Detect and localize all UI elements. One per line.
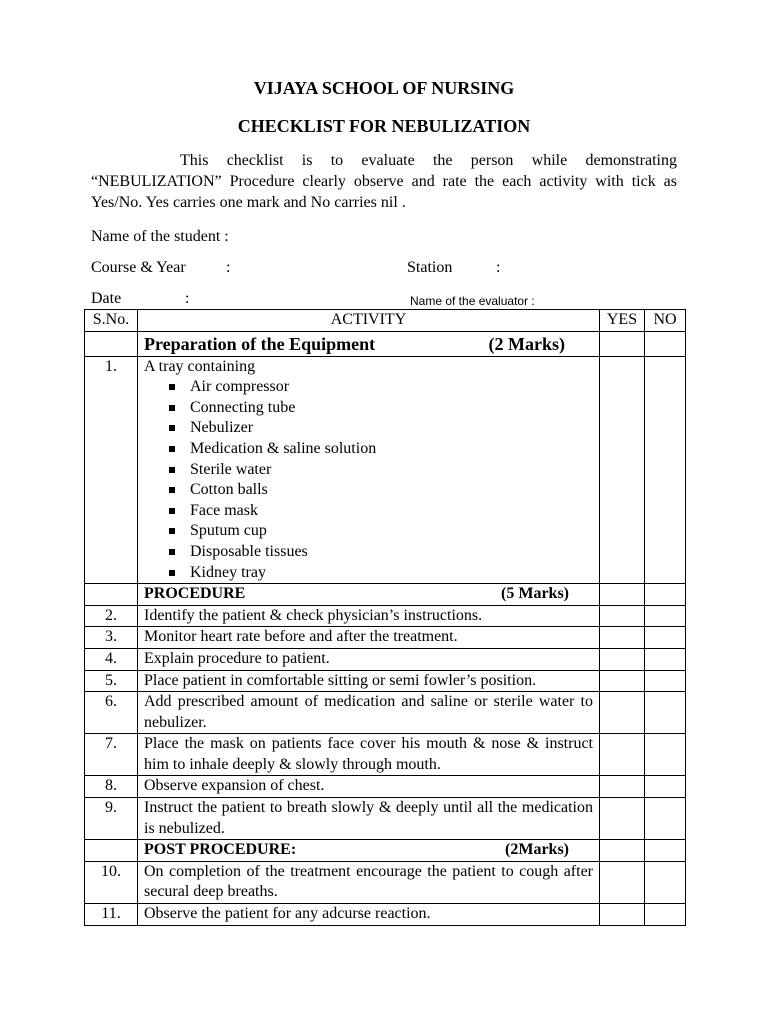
yes-cell[interactable] [600,904,645,926]
yes-cell[interactable] [600,331,645,356]
course-year-colon: : [226,259,231,276]
section-marks: (5 Marks) [501,585,569,603]
evaluator-label: Name of the evaluator : [410,294,535,308]
section-marks: (2Marks) [505,841,569,859]
row-activity: Observe the patient for any adcurse reaction. [138,904,600,926]
date-colon: : [185,290,190,307]
header-no: NO [645,310,686,332]
list-item: Disposable tissues [164,542,593,563]
row-activity: Instruct the patient to breath slowly & deeply until all the medication is nebulized. [138,798,600,840]
empty-cell [85,331,138,356]
row-activity [138,356,600,584]
row-sno: 5. [85,670,138,692]
row-sno: 9. [85,798,138,840]
section-cell [138,331,600,356]
section-marks: (2 Marks) [488,333,565,354]
no-cell[interactable] [645,776,686,798]
section-row-procedure [85,584,686,606]
row-activity: Explain procedure to patient. [138,648,600,670]
list-item: Connecting tube [164,398,593,419]
no-cell[interactable] [645,861,686,903]
empty-cell [85,584,138,606]
no-cell[interactable] [645,356,686,584]
yes-cell[interactable] [600,734,645,776]
section-heading-preparation [144,332,593,356]
section-heading-post-procedure [144,840,593,861]
list-item: Sterile water [164,460,593,481]
row-activity: Observe expansion of chest. [138,776,600,798]
yes-cell[interactable] [600,627,645,649]
table-row [85,627,686,649]
yes-cell[interactable] [600,861,645,903]
row-sno: 6. [85,692,138,734]
no-cell[interactable] [645,627,686,649]
table-row [85,648,686,670]
yes-cell[interactable] [600,670,645,692]
table-header-row [85,310,686,332]
yes-cell[interactable] [600,840,645,862]
section-cell [138,584,600,606]
row-sno: 11. [85,904,138,926]
row-activity: Place the mask on patients face cover his mouth & nose & instruct him to inhale deeply & slowly through mouth. [138,734,600,776]
row-sno: 2. [85,605,138,627]
section-title: PROCEDURE [144,585,246,603]
no-cell[interactable] [645,840,686,862]
row-sno: 4. [85,648,138,670]
date-label: Date [91,290,122,307]
yes-cell[interactable] [600,692,645,734]
no-cell[interactable] [645,670,686,692]
row-activity: Monitor heart rate before and after the treatment. [138,627,600,649]
table-row [85,861,686,903]
table-row [85,356,686,584]
table-row [85,776,686,798]
row-activity: Place patient in comfortable sitting or semi fowler’s position. [138,670,600,692]
section-row-post-procedure [85,840,686,862]
yes-cell[interactable] [600,605,645,627]
row-sno: 1. [85,356,138,584]
no-cell[interactable] [645,734,686,776]
header-sno: S.No. [85,310,138,332]
activity-text: A tray containing [144,357,256,375]
list-item: Air compressor [164,377,593,398]
no-cell[interactable] [645,584,686,606]
no-cell[interactable] [645,692,686,734]
list-item: Sputum cup [164,521,593,542]
list-item: Face mask [164,501,593,522]
empty-cell [85,840,138,862]
header-activity: ACTIVITY [138,310,600,332]
equipment-list [144,377,593,583]
yes-cell[interactable] [600,648,645,670]
row-sno: 8. [85,776,138,798]
yes-cell[interactable] [600,798,645,840]
no-cell[interactable] [645,605,686,627]
row-sno: 3. [85,627,138,649]
section-heading-procedure [144,584,593,605]
intro-text: This checklist is to evaluate the person while demonstrating “NEBULIZATION” Procedure clearly observe and rate the each activity with tick as Yes/No. Yes carries one mark and No carries nil . [91,152,677,211]
yes-cell[interactable] [600,356,645,584]
table-row [85,798,686,840]
table-row [85,605,686,627]
header-yes: YES [600,310,645,332]
student-name-label: Name of the student : [91,228,229,245]
school-name: VIJAYA SCHOOL OF NURSING [253,78,515,98]
course-year-label: Course & Year [91,259,186,276]
section-title: Preparation of the Equipment [144,333,376,354]
yes-cell[interactable] [600,776,645,798]
intro-paragraph [91,150,677,213]
table-row [85,734,686,776]
row-activity: On completion of the treatment encourage the patient to cough after secural deep breaths. [138,861,600,903]
table-row [85,670,686,692]
list-item: Nebulizer [164,418,593,439]
row-activity: Add prescribed amount of medication and saline or sterile water to nebulizer. [138,692,600,734]
checklist-title: CHECKLIST FOR NEBULIZATION [237,116,531,136]
station-label: Station [407,259,453,276]
list-item: Cotton balls [164,480,593,501]
list-item: Medication & saline solution [164,439,593,460]
row-activity: Identify the patient & check physician’s instructions. [138,605,600,627]
no-cell[interactable] [645,648,686,670]
no-cell[interactable] [645,331,686,356]
section-row-preparation [85,331,686,356]
checklist-table [84,309,686,926]
table-row [85,692,686,734]
table-row [85,904,686,926]
section-title: POST PROCEDURE: [144,841,297,859]
no-cell[interactable] [645,904,686,926]
no-cell[interactable] [645,798,686,840]
row-sno: 10. [85,861,138,903]
row-sno: 7. [85,734,138,776]
list-item: Kidney tray [164,563,593,584]
station-colon: : [496,259,501,276]
section-cell [138,840,600,862]
yes-cell[interactable] [600,584,645,606]
